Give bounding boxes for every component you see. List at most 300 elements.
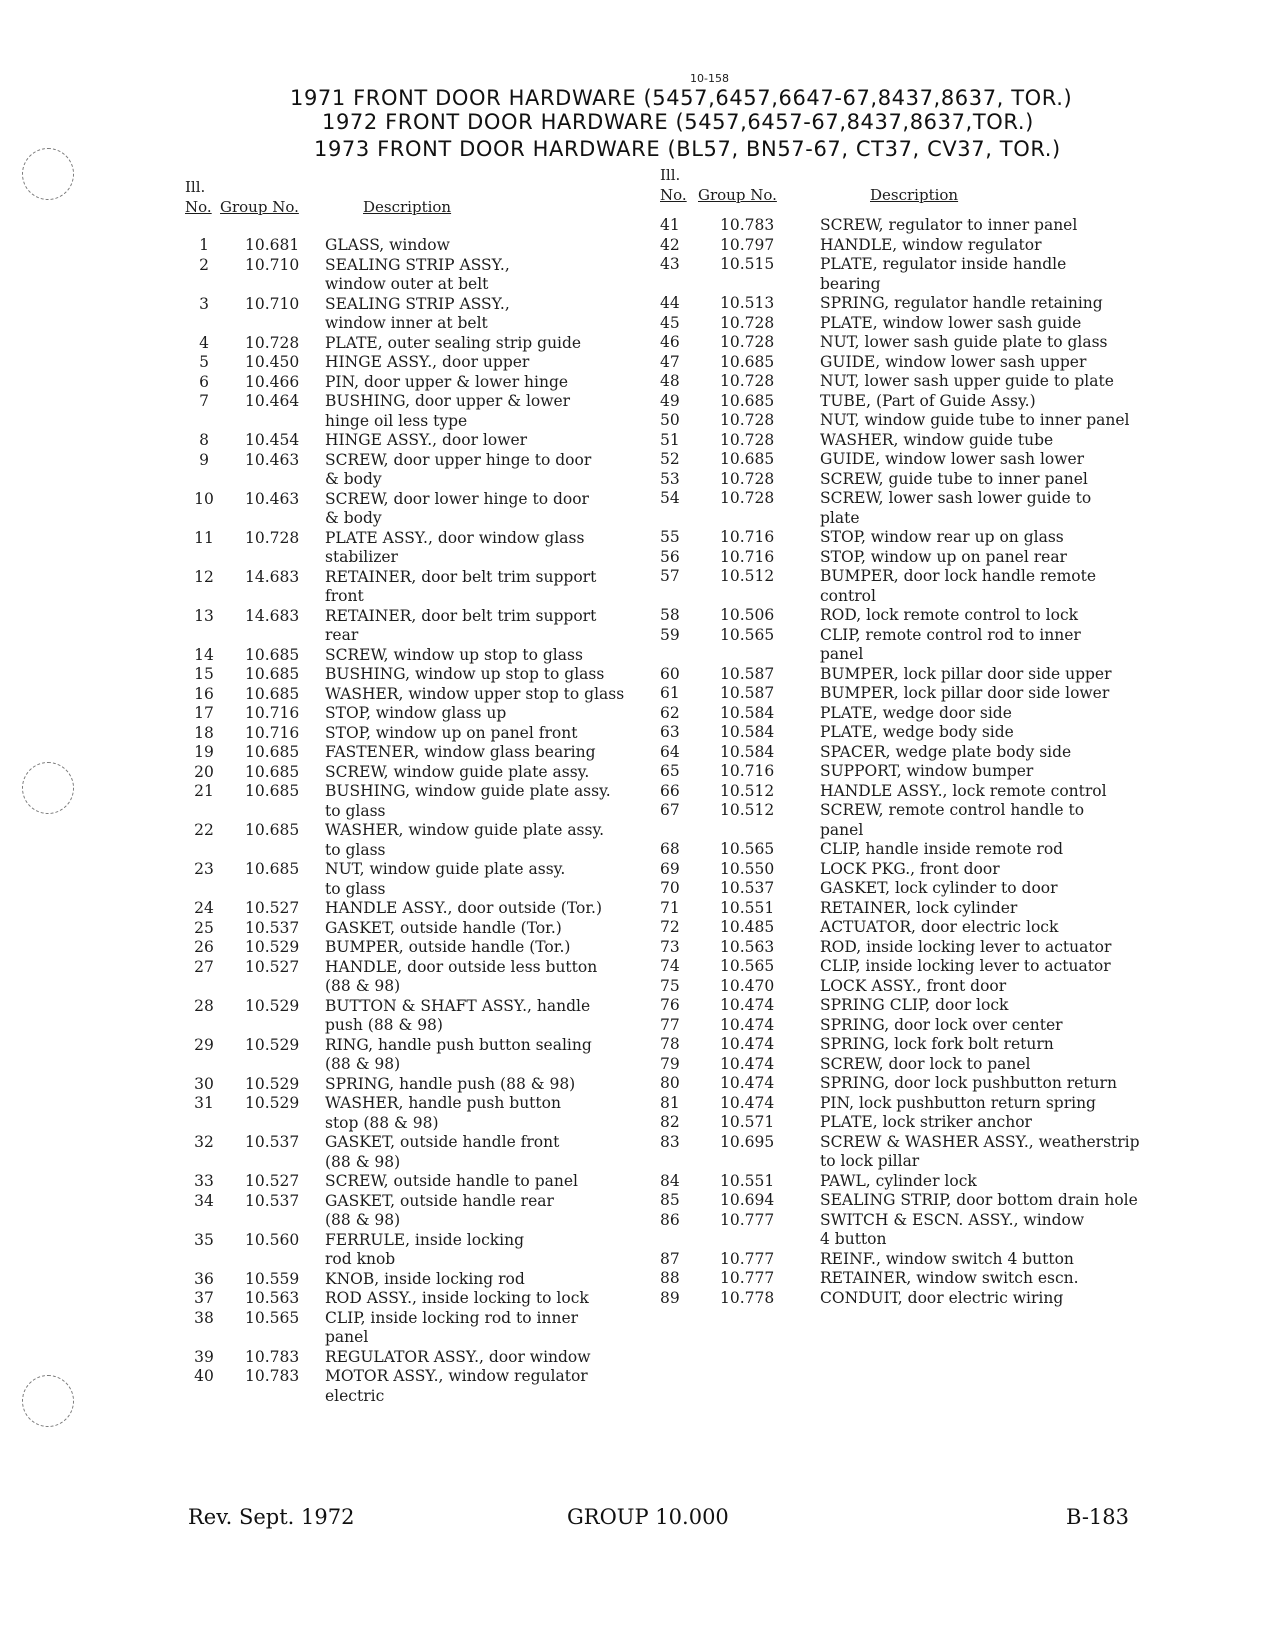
group-number: 10.710	[245, 255, 300, 274]
ill-number: 19	[194, 743, 214, 761]
part-description: ROD, inside locking lever to actuator	[820, 937, 1112, 956]
ill-number: 7	[199, 392, 209, 410]
ill-number: 79	[660, 1054, 680, 1073]
group-number: 10.777	[720, 1210, 775, 1229]
ill-number: 86	[660, 1210, 680, 1229]
ill-number: 49	[660, 391, 680, 410]
part-description: HANDLE ASSY., lock remote control	[820, 781, 1107, 800]
group-number: 10.716	[245, 704, 300, 722]
ill-number: 73	[660, 937, 680, 956]
parts-row	[185, 431, 665, 451]
ill-number: 54	[660, 489, 680, 507]
ill-number: 56	[660, 547, 680, 566]
ill-number: 28	[194, 996, 214, 1015]
ill-number: 51	[660, 430, 680, 449]
group-number: 10.685	[245, 645, 300, 664]
group-number: 10.565	[245, 1308, 300, 1327]
parts-row	[660, 743, 1200, 763]
ill-number: 16	[194, 684, 214, 703]
ill-number: 24	[194, 899, 214, 917]
parts-row	[660, 1191, 1200, 1211]
group-number: 10.550	[720, 859, 775, 878]
group-number: 10.728	[245, 333, 300, 352]
title-1973: 1973 FRONT DOOR HARDWARE (BL57, BN57-67, CT37, CV37, TOR.)	[314, 137, 1061, 161]
ill-number: 45	[660, 313, 680, 332]
footer-revision: Rev. Sept. 1972	[188, 1505, 355, 1529]
ill-number: 5	[199, 353, 209, 371]
punch-hole-middle	[22, 762, 74, 814]
part-description: CLIP, inside locking lever to actuator	[820, 957, 1111, 975]
ill-number: 32	[194, 1133, 214, 1151]
group-number: 10.728	[720, 430, 775, 449]
ill-number: 83	[660, 1132, 680, 1151]
part-description: LOCK PKG., front door	[820, 859, 1000, 878]
parts-row	[185, 1075, 665, 1095]
parts-row	[185, 958, 665, 997]
part-description: SWITCH & ESCN. ASSY., window 4 button	[820, 1210, 1085, 1248]
group-number: 10.728	[720, 469, 775, 488]
page-number: 10-158	[690, 72, 729, 85]
ill-number: 1	[199, 236, 209, 254]
ill-number: 59	[660, 625, 680, 644]
parts-row	[660, 1133, 1200, 1172]
part-description: PLATE, wedge body side	[820, 723, 1014, 741]
parts-row	[185, 724, 665, 744]
part-description: SPACER, wedge plate body side	[820, 742, 1072, 761]
group-number: 10.474	[720, 1015, 775, 1034]
ill-number: 15	[194, 665, 214, 683]
ill-number: 11	[194, 528, 214, 547]
ill-number: 26	[194, 938, 214, 956]
parts-row	[660, 1269, 1200, 1289]
part-description: PLATE ASSY., door window glass stabilizer	[325, 528, 585, 566]
parts-row	[660, 996, 1200, 1016]
group-number: 10.681	[245, 236, 300, 254]
parts-row	[185, 334, 665, 354]
group-number: 10.710	[245, 294, 300, 313]
part-description: SPRING, lock fork bolt return	[820, 1035, 1054, 1053]
ill-number: 36	[194, 1269, 214, 1288]
part-description: SCREW & WASHER ASSY., weatherstrip to lock pillar	[820, 1132, 1140, 1170]
parts-row	[660, 606, 1200, 626]
part-description: PLATE, outer sealing strip guide	[325, 333, 582, 352]
part-description: SCREW, regulator to inner panel	[820, 216, 1078, 234]
parts-row	[185, 529, 665, 568]
ill-number: 21	[194, 782, 214, 800]
part-description: BUMPER, outside handle (Tor.)	[325, 938, 571, 956]
ill-number: 74	[660, 957, 680, 975]
group-number: 10.560	[245, 1230, 300, 1249]
ill-number: 34	[194, 1191, 214, 1210]
group-number: 10.783	[245, 1347, 300, 1366]
group-number: 10.563	[720, 937, 775, 956]
parts-row	[660, 704, 1200, 724]
ill-number: 81	[660, 1093, 680, 1112]
ill-number: 89	[660, 1288, 680, 1307]
part-description: WASHER, window upper stop to glass	[325, 684, 625, 703]
part-description: HANDLE, window regulator	[820, 235, 1042, 254]
group-number: 14.683	[245, 606, 300, 625]
group-header: Group No.	[220, 198, 299, 216]
ill-number: 14	[194, 645, 214, 664]
ill-number: 8	[199, 431, 209, 449]
ill-number: 69	[660, 859, 680, 878]
ill-number: 50	[660, 411, 680, 429]
ill-number: 12	[194, 567, 214, 586]
ill-number: 75	[660, 976, 680, 995]
parts-row	[660, 333, 1200, 353]
parts-row	[660, 314, 1200, 334]
parts-row	[185, 919, 665, 939]
ill-number: 70	[660, 879, 680, 897]
parts-row	[660, 684, 1200, 704]
group-number: 10.537	[245, 918, 300, 937]
ill-number: 17	[194, 704, 214, 722]
parts-row	[185, 295, 665, 334]
parts-row	[185, 646, 665, 666]
parts-row	[660, 899, 1200, 919]
ill-number: 2	[199, 255, 209, 274]
group-number: 10.783	[245, 1367, 300, 1385]
ill-number: 43	[660, 255, 680, 273]
punch-hole-top	[22, 148, 74, 200]
part-description: CONDUIT, door electric wiring	[820, 1288, 1064, 1307]
parts-row	[660, 1211, 1200, 1250]
parts-row	[185, 763, 665, 783]
parts-row	[660, 626, 1200, 665]
parts-row	[660, 489, 1200, 528]
group-number: 10.537	[245, 1191, 300, 1210]
parts-row	[185, 821, 665, 860]
ill-number: 80	[660, 1074, 680, 1092]
group-number: 10.551	[720, 898, 775, 917]
parts-row	[660, 392, 1200, 412]
group-number: 10.529	[245, 1035, 300, 1054]
ill-number: 46	[660, 333, 680, 351]
group-number: 10.515	[720, 255, 775, 273]
part-description: NUT, window guide plate assy. to glass	[325, 860, 566, 898]
part-description: STOP, window up on panel rear	[820, 547, 1067, 566]
parts-row	[185, 997, 665, 1036]
part-description: CLIP, handle inside remote rod	[820, 840, 1064, 858]
parts-row	[660, 1113, 1200, 1133]
parts-row	[660, 879, 1200, 899]
group-header: Group No.	[698, 186, 777, 204]
ill-number: 63	[660, 723, 680, 741]
ill-number: 25	[194, 918, 214, 937]
parts-row	[660, 548, 1200, 568]
group-number: 10.474	[720, 1074, 775, 1092]
ill-number: 82	[660, 1113, 680, 1131]
part-description: SCREW, lower sash lower guide to plate	[820, 489, 1092, 527]
part-description: HINGE ASSY., door upper	[325, 353, 530, 371]
parts-row	[185, 236, 665, 256]
part-description: WASHER, window guide tube	[820, 430, 1054, 449]
parts-row	[185, 1094, 665, 1133]
group-number: 10.694	[720, 1191, 775, 1209]
part-description: MOTOR ASSY., window regulator electric	[325, 1367, 588, 1405]
ill-number: 9	[199, 450, 209, 469]
part-description: GASKET, outside handle rear (88 & 98)	[325, 1191, 554, 1229]
group-number: 10.728	[720, 411, 775, 429]
parts-row	[660, 665, 1200, 685]
part-description: BUMPER, door lock handle remote control	[820, 567, 1097, 605]
ill-number: 38	[194, 1308, 214, 1327]
parts-row	[660, 1074, 1200, 1094]
parts-row	[660, 294, 1200, 314]
group-number: 10.506	[720, 606, 775, 624]
part-description: PLATE, wedge door side	[820, 703, 1012, 722]
parts-row	[660, 860, 1200, 880]
ill-number: 88	[660, 1269, 680, 1287]
part-description: SPRING, door lock pushbutton return	[820, 1074, 1117, 1092]
group-number: 10.777	[720, 1269, 775, 1287]
part-description: STOP, window glass up	[325, 704, 507, 722]
group-number: 10.587	[720, 664, 775, 683]
part-description: LOCK ASSY., front door	[820, 976, 1007, 995]
ill-number: 65	[660, 762, 680, 780]
group-number: 10.728	[245, 528, 300, 547]
parts-row	[185, 1367, 665, 1406]
ill-number: 40	[194, 1367, 214, 1385]
part-description: CLIP, inside locking rod to inner panel	[325, 1308, 579, 1346]
parts-row	[660, 1172, 1200, 1192]
group-number: 10.584	[720, 703, 775, 722]
part-description: HANDLE ASSY., door outside (Tor.)	[325, 899, 603, 917]
parts-row	[185, 1172, 665, 1192]
group-number: 10.512	[720, 781, 775, 800]
part-description: HINGE ASSY., door lower	[325, 431, 528, 449]
group-number: 10.587	[720, 684, 775, 702]
parts-row	[185, 1231, 665, 1270]
part-description: RETAINER, lock cylinder	[820, 898, 1018, 917]
ill-header-line1: Ill.	[185, 178, 206, 196]
part-description: PLATE, regulator inside handle bearing	[820, 255, 1067, 293]
parts-row	[185, 743, 665, 763]
parts-row	[660, 528, 1200, 548]
parts-row	[660, 840, 1200, 860]
ill-number: 52	[660, 450, 680, 468]
part-description: RETAINER, door belt trim support rear	[325, 606, 597, 644]
part-description: WASHER, handle push button stop (88 & 98)	[325, 1094, 561, 1132]
group-number: 10.551	[720, 1171, 775, 1190]
group-number: 10.512	[720, 567, 775, 585]
part-description: ROD ASSY., inside locking to lock	[325, 1289, 589, 1307]
ill-number: 30	[194, 1074, 214, 1093]
ill-number: 3	[199, 294, 209, 313]
part-description: SPRING CLIP, door lock	[820, 996, 1009, 1014]
parts-row	[185, 899, 665, 919]
group-number: 10.463	[245, 450, 300, 469]
group-number: 10.474	[720, 1093, 775, 1112]
ill-number: 61	[660, 684, 680, 702]
group-number: 10.474	[720, 1035, 775, 1053]
parts-row	[660, 372, 1200, 392]
part-description: BUSHING, door upper & lower hinge oil less type	[325, 392, 571, 430]
ill-number: 55	[660, 528, 680, 546]
group-number: 10.563	[245, 1289, 300, 1307]
part-description: CLIP, remote control rod to inner panel	[820, 625, 1081, 663]
parts-list-left	[185, 236, 665, 1406]
part-description: PLATE, window lower sash guide	[820, 313, 1082, 332]
parts-row	[185, 665, 665, 685]
part-description: RING, handle push button sealing (88 & 98)	[325, 1035, 592, 1073]
group-number: 10.783	[720, 216, 775, 234]
description-header: Description	[363, 198, 452, 216]
group-number: 10.685	[720, 352, 775, 371]
parts-column-left	[185, 172, 665, 1406]
parts-row	[660, 1250, 1200, 1270]
column-header	[185, 172, 665, 228]
part-description: REINF., window switch 4 button	[820, 1249, 1074, 1268]
parts-row	[185, 1133, 665, 1172]
group-number: 10.685	[245, 821, 300, 839]
part-description: SCREW, door lower hinge to door & body	[325, 489, 589, 527]
ill-number: 20	[194, 762, 214, 781]
parts-row	[660, 470, 1200, 490]
group-number: 10.685	[245, 860, 300, 878]
parts-row	[660, 723, 1200, 743]
ill-number: 39	[194, 1347, 214, 1366]
part-description: BUSHING, window up stop to glass	[325, 665, 605, 683]
title-1971: 1971 FRONT DOOR HARDWARE (5457,6457,6647-67,8437,8637, TOR.)	[290, 86, 1073, 110]
parts-row	[660, 255, 1200, 294]
group-number: 10.685	[245, 762, 300, 781]
part-description: GASKET, outside handle front (88 & 98)	[325, 1133, 560, 1171]
group-number: 10.474	[720, 996, 775, 1014]
footer-group: GROUP 10.000	[567, 1505, 729, 1529]
parts-row	[660, 431, 1200, 451]
group-number: 10.464	[245, 392, 300, 410]
part-description: SCREW, door lock to panel	[820, 1054, 1031, 1073]
parts-row	[660, 1055, 1200, 1075]
group-number: 10.685	[245, 684, 300, 703]
ill-header-line2: No.	[185, 198, 212, 216]
punch-hole-bottom	[22, 1375, 74, 1427]
parts-row	[660, 762, 1200, 782]
group-number: 10.728	[720, 489, 775, 507]
group-number: 10.529	[245, 1074, 300, 1093]
footer-page: B-183	[1066, 1505, 1129, 1529]
group-number: 10.527	[245, 957, 300, 976]
part-description: ROD, lock remote control to lock	[820, 606, 1079, 624]
part-description: REGULATOR ASSY., door window	[325, 1347, 591, 1366]
parts-row	[185, 1270, 665, 1290]
title-1972: 1972 FRONT DOOR HARDWARE (5457,6457-67,8437,8637,TOR.)	[322, 110, 1034, 134]
part-description: HANDLE, door outside less button (88 & 98)	[325, 957, 598, 995]
part-description: RETAINER, door belt trim support front	[325, 567, 597, 605]
parts-row	[185, 1192, 665, 1231]
group-number: 10.685	[720, 450, 775, 468]
ill-number: 37	[194, 1289, 214, 1307]
ill-number: 60	[660, 664, 680, 683]
parts-row	[185, 1309, 665, 1348]
ill-number: 13	[194, 606, 214, 625]
group-number: 10.565	[720, 840, 775, 858]
part-description: SCREW, remote control handle to panel	[820, 801, 1085, 839]
parts-row	[185, 685, 665, 705]
ill-number: 22	[194, 821, 214, 839]
part-description: KNOB, inside locking rod	[325, 1269, 525, 1288]
part-description: NUT, lower sash upper guide to plate	[820, 372, 1114, 390]
parts-row	[660, 782, 1200, 802]
ill-number: 41	[660, 216, 680, 234]
part-description: NUT, lower sash guide plate to glass	[820, 333, 1108, 351]
ill-header-line1: Ill.	[660, 166, 681, 184]
group-number: 10.527	[245, 1172, 300, 1190]
parts-row	[185, 782, 665, 821]
part-description: GASKET, outside handle (Tor.)	[325, 918, 562, 937]
ill-number: 85	[660, 1191, 680, 1209]
ill-number: 48	[660, 372, 680, 390]
ill-number: 71	[660, 898, 680, 917]
parts-row	[185, 568, 665, 607]
part-description: WASHER, window guide plate assy. to glass	[325, 821, 605, 859]
group-number: 10.513	[720, 294, 775, 312]
ill-number: 66	[660, 781, 680, 800]
parts-row	[660, 353, 1200, 373]
group-number: 10.537	[720, 879, 775, 897]
parts-row	[185, 607, 665, 646]
ill-number: 44	[660, 294, 680, 312]
group-number: 10.559	[245, 1269, 300, 1288]
part-description: SEALING STRIP ASSY., window inner at belt	[325, 294, 510, 332]
parts-row	[660, 977, 1200, 997]
parts-row	[660, 216, 1200, 236]
group-number: 10.450	[245, 353, 300, 371]
part-description: BUMPER, lock pillar door side upper	[820, 664, 1112, 683]
part-description: PAWL, cylinder lock	[820, 1171, 977, 1190]
parts-row	[185, 938, 665, 958]
ill-number: 31	[194, 1094, 214, 1112]
group-number: 10.716	[720, 547, 775, 566]
parts-row	[660, 957, 1200, 977]
ill-number: 47	[660, 352, 680, 371]
parts-row	[185, 704, 665, 724]
group-number: 10.565	[720, 625, 775, 644]
group-number: 10.685	[245, 665, 300, 683]
parts-row	[185, 256, 665, 295]
parts-row	[660, 236, 1200, 256]
group-number: 10.728	[720, 372, 775, 390]
part-description: SUPPORT, window bumper	[820, 762, 1034, 780]
group-number: 10.777	[720, 1249, 775, 1268]
part-description: BUMPER, lock pillar door side lower	[820, 684, 1110, 702]
part-description: SCREW, guide tube to inner panel	[820, 469, 1088, 488]
ill-number: 35	[194, 1230, 214, 1249]
parts-row	[185, 451, 665, 490]
ill-number: 76	[660, 996, 680, 1014]
group-number: 10.685	[720, 391, 775, 410]
part-description: FERRULE, inside locking rod knob	[325, 1230, 525, 1268]
part-description: TUBE, (Part of Guide Assy.)	[820, 391, 1036, 410]
group-number: 10.454	[245, 431, 300, 449]
part-description: GASKET, lock cylinder to door	[820, 879, 1058, 897]
part-description: NUT, window guide tube to inner panel	[820, 411, 1130, 429]
ill-header-line2: No.	[660, 186, 687, 204]
parts-row	[660, 918, 1200, 938]
parts-row	[660, 567, 1200, 606]
ill-number: 64	[660, 742, 680, 761]
group-number: 10.728	[720, 313, 775, 332]
group-number: 10.685	[245, 782, 300, 800]
part-description: FASTENER, window glass bearing	[325, 743, 596, 761]
ill-number: 77	[660, 1015, 680, 1034]
part-description: SEALING STRIP ASSY., window outer at belt	[325, 255, 510, 293]
ill-number: 18	[194, 723, 214, 742]
ill-number: 57	[660, 567, 680, 585]
parts-row	[660, 1289, 1200, 1309]
